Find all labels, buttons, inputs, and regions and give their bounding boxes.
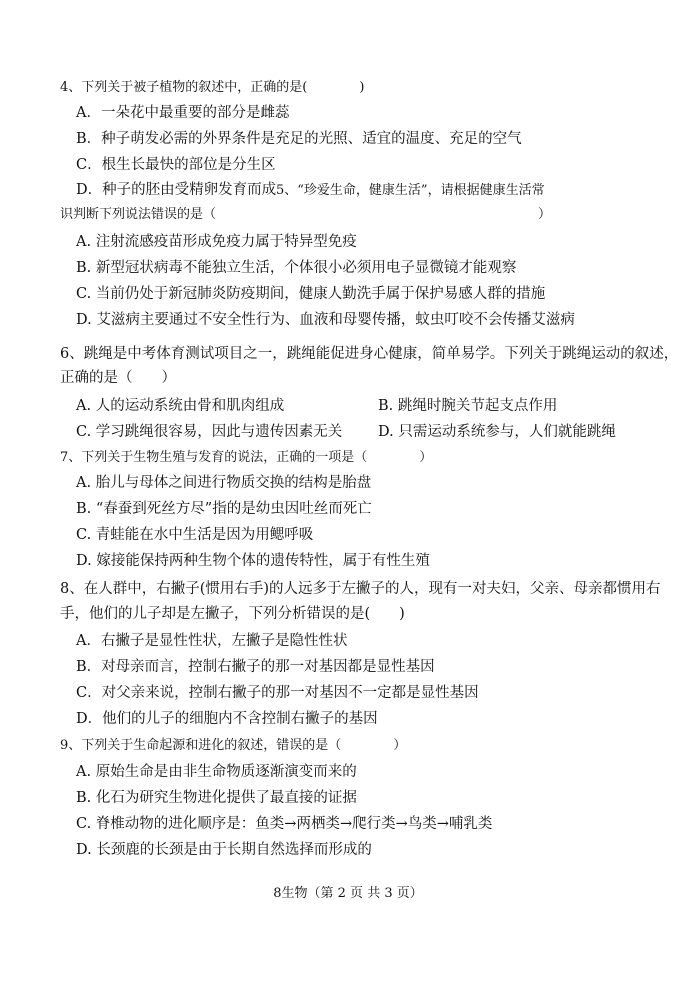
q8-option-c: C．对父亲来说，控制右撇子的那一对基因不一定都是显性基因 [76, 685, 479, 701]
q7-option-d: D. 嫁接能保持两种生物个体的遗传特性，属于有性生殖 [76, 553, 430, 569]
q5-option-a: A. 注射流感疫苗形成免疫力属于特异型免疫 [76, 234, 357, 250]
q6-option-d: D. 只需运动系统参与，人们就能跳绳 [378, 424, 616, 440]
q5-option-d: D. 艾滋病主要通过不安全性行为、血液和母婴传播，蚊虫叮咬不会传播艾滋病 [76, 312, 575, 328]
q5-stem-part2: 识判断下列说法错误的是（ [60, 207, 217, 222]
q9-option-a: A. 原始生命是由非生命物质逐渐演变而来的 [76, 764, 357, 780]
q7-option-c: C. 青蛙能在水中生活是因为用鳃呼吸 [76, 527, 314, 543]
q7-option-b: B. “春蚕到死丝方尽”指的是幼虫因吐丝而死亡 [76, 501, 372, 517]
q6-option-b: B. 跳绳时腕关节起支点作用 [378, 398, 558, 414]
q6-option-c: C. 学习跳绳很容易，因此与遗传因素无关 [76, 424, 343, 440]
q8-stem-line1: 8、在人群中，右撇子(惯用右手)的人远多于左撇子的人，现有一对夫妇，父亲、母亲都惯用右 [60, 581, 661, 597]
q9-option-c: C. 脊椎动物的进化顺序是：鱼类→两栖类→爬行类→鸟类→哺乳类 [76, 816, 493, 832]
q4-option-b: B．种子萌发必需的外界条件是充足的光照、适宜的温度、充足的空气 [76, 131, 522, 147]
q5-option-b: B. 新型冠状病毒不能独立生活，个体很小必须用电子显微镜才能观察 [76, 260, 517, 276]
q7-stem: 7、下列关于生物生殖与发育的说法，正确的一项是（ ） [60, 450, 433, 465]
q7-option-a: A. 胎儿与母体之间进行物质交换的结构是胎盘 [76, 475, 372, 491]
q8-option-d: D．他们的儿子的细胞内不含控制右撇子的基因 [76, 711, 378, 727]
q5-option-c: C. 当前仍处于新冠肺炎防疫期间，健康人勤洗手属于保护易感人群的措施 [76, 286, 546, 302]
page-footer: 8生物（第 2 页 共 3 页） [273, 886, 423, 901]
q6-stem-line1: 6、跳绳是中考体育测试项目之一，跳绳能促进身心健康，简单易学。下列关于跳绳运动的叙述， [60, 346, 679, 362]
q4-option-c: C．根生长最快的部位是分生区 [76, 157, 276, 173]
q8-option-b: B．对母亲而言，控制右撇子的那一对基因都是显性基因 [76, 659, 435, 675]
q9-option-d: D. 长颈鹿的长颈是由于长期自然选择而形成的 [76, 842, 372, 858]
q5-stem-close: ） [538, 207, 552, 222]
q4-option-d: D．种子的胚由受精卵发育而成 [76, 182, 277, 198]
q4-stem: 4、下列关于被子植物的叙述中，正确的是( ) [60, 80, 365, 95]
q9-option-b: B. 化石为研究生物进化提供了最直接的证据 [76, 790, 357, 806]
q9-stem: 9、下列关于生命起源和进化的叙述，错误的是（ ） [60, 738, 407, 753]
q5-stem-part1: 5、“珍爱生命，健康生活”，请根据健康生活常 [276, 183, 545, 198]
q8-stem-line2: 手，他们的儿子却是左撇子，下列分析错误的是( ) [60, 606, 405, 622]
q8-option-a: A．右撇子是显性性状，左撇子是隐性性状 [76, 633, 348, 649]
q6-option-a: A. 人的运动系统由骨和肌肉组成 [76, 398, 285, 414]
q4-option-a: A．一朵花中最重要的部分是雌蕊 [76, 105, 290, 121]
q6-stem-line2: 正确的是（ ） [60, 370, 176, 386]
